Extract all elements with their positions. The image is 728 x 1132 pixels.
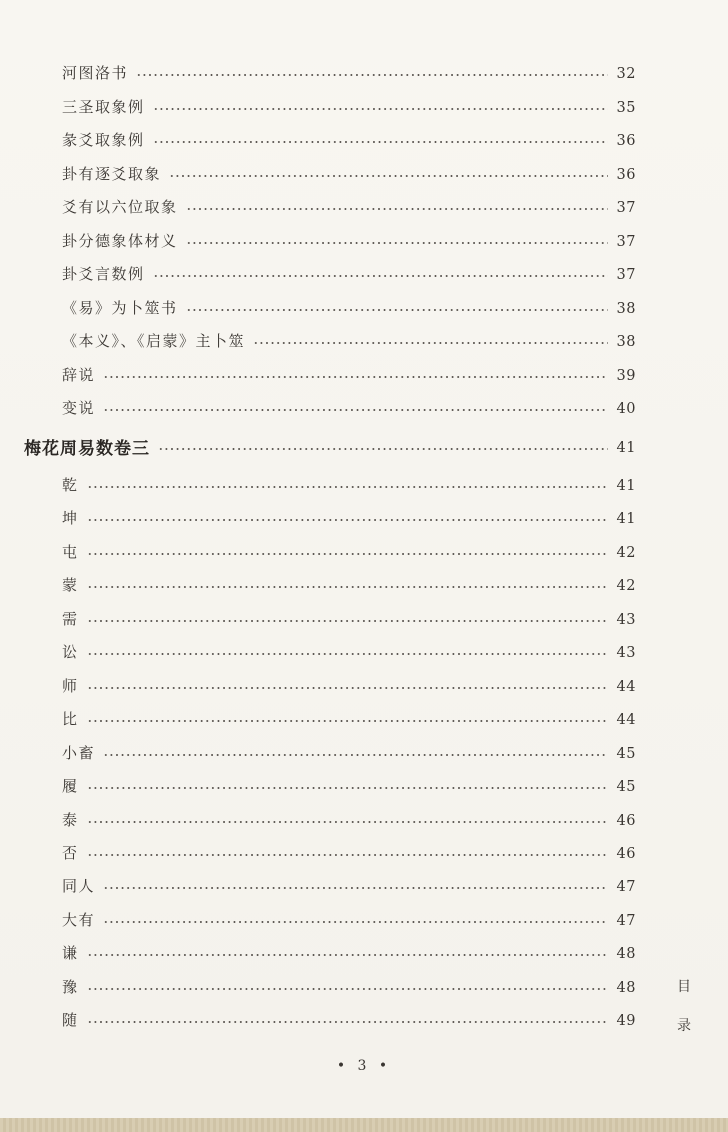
toc-entry[interactable] <box>62 261 636 285</box>
dot-leader <box>87 519 608 521</box>
side-label-lu: 录 <box>677 1018 691 1034</box>
toc-entry[interactable] <box>62 194 636 218</box>
toc-page-number: 38 <box>616 301 636 317</box>
toc-entry[interactable] <box>62 362 636 386</box>
toc-entry[interactable] <box>62 740 636 764</box>
toc-page-number: 47 <box>616 879 636 895</box>
toc-entry[interactable] <box>62 1007 636 1031</box>
dot-leader <box>253 342 608 344</box>
toc-page-number: 38 <box>616 334 636 350</box>
toc-entry-title: 河图洛书 <box>62 63 129 82</box>
toc-page-number: 37 <box>616 200 636 216</box>
toc-page-number: 32 <box>616 66 636 82</box>
toc-entry[interactable] <box>62 395 636 419</box>
toc-entry[interactable] <box>62 807 636 831</box>
toc-entry-title: 爻有以六位取象 <box>62 197 178 216</box>
toc-entry[interactable] <box>62 94 636 118</box>
toc-entry-title: 卦分德象体材义 <box>62 231 178 250</box>
toc-entry-title: 《易》为卜筮书 <box>62 298 178 317</box>
dot-leader <box>153 141 608 143</box>
toc-entry-title: 三圣取象例 <box>62 97 145 116</box>
toc-entry[interactable] <box>62 639 636 663</box>
toc-entry[interactable] <box>62 228 636 252</box>
dot-leader <box>87 821 608 823</box>
toc-entry-title: 履 <box>62 776 79 795</box>
toc-page-number: 35 <box>616 100 636 116</box>
toc-entry-title: 梅花周易数卷三 <box>24 438 150 459</box>
toc-entry[interactable] <box>62 840 636 864</box>
toc-page-number: 36 <box>616 133 636 149</box>
toc-entry[interactable] <box>62 873 636 897</box>
toc-page-number: 48 <box>616 946 636 962</box>
toc-entry-title: 泰 <box>62 810 79 829</box>
page-number: • 3 • <box>336 1058 392 1074</box>
toc-page-number: 45 <box>616 779 636 795</box>
toc-page-number: 45 <box>616 746 636 762</box>
toc-entry[interactable] <box>62 706 636 730</box>
dot-leader <box>158 448 608 450</box>
toc-page-number: 44 <box>616 712 636 728</box>
toc-page-number: 43 <box>616 645 636 661</box>
dot-leader <box>87 1021 608 1023</box>
dot-leader <box>103 754 608 756</box>
dot-leader <box>87 720 608 722</box>
dot-leader <box>87 553 608 555</box>
toc-page-number: 42 <box>616 545 636 561</box>
toc-entry[interactable] <box>62 60 636 84</box>
toc-page-number: 39 <box>616 368 636 384</box>
toc-entry[interactable] <box>62 295 636 319</box>
toc-page-number: 47 <box>616 913 636 929</box>
toc-entry-title: 卦爻言数例 <box>62 264 145 283</box>
dot-leader <box>186 309 608 311</box>
toc-page-number: 44 <box>616 679 636 695</box>
side-label-mu: 目 <box>677 979 691 995</box>
toc-page-number: 37 <box>616 267 636 283</box>
toc-page-number: 43 <box>616 612 636 628</box>
dot-leader <box>153 275 608 277</box>
toc-page-number: 40 <box>616 401 636 417</box>
toc-page-number: 49 <box>616 1013 636 1029</box>
toc-entry-title: 蒙 <box>62 575 79 594</box>
toc-entry[interactable] <box>62 328 636 352</box>
toc-page-number: 41 <box>616 511 636 527</box>
dot-leader <box>136 74 608 76</box>
toc-entry[interactable] <box>62 606 636 630</box>
toc-entry[interactable] <box>62 974 636 998</box>
toc-entry-title: 师 <box>62 676 79 695</box>
toc-entry[interactable] <box>62 940 636 964</box>
toc-entry[interactable] <box>62 505 636 529</box>
dot-leader <box>87 854 608 856</box>
toc-entry-title: 乾 <box>62 475 79 494</box>
dot-leader <box>153 108 608 110</box>
dot-leader <box>103 921 608 923</box>
dot-leader <box>186 242 608 244</box>
toc-entry-title: 辞说 <box>62 365 96 384</box>
toc-entry-title: 小畜 <box>62 743 96 762</box>
toc-entry-title: 同人 <box>62 876 96 895</box>
toc-page-number: 37 <box>616 234 636 250</box>
toc-entry-title: 比 <box>62 709 79 728</box>
toc-entry-title: 《本义》、《启蒙》主卜筮 <box>62 331 246 350</box>
toc-entry[interactable] <box>62 472 636 496</box>
dot-leader <box>103 376 608 378</box>
toc-page-number: 42 <box>616 578 636 594</box>
toc-entry[interactable] <box>62 539 636 563</box>
toc-page-number: 41 <box>616 478 636 494</box>
toc-entry[interactable] <box>62 161 636 185</box>
toc-entry[interactable] <box>62 572 636 596</box>
toc-entry-title: 变说 <box>62 398 96 417</box>
toc-entry-title: 需 <box>62 609 79 628</box>
toc-entry-title: 坤 <box>62 508 79 527</box>
toc-page-number: 46 <box>616 846 636 862</box>
toc-entry[interactable] <box>62 673 636 697</box>
dot-leader <box>103 409 608 411</box>
toc-page-number: 46 <box>616 813 636 829</box>
toc-entry-title: 随 <box>62 1010 79 1029</box>
dot-leader <box>87 988 608 990</box>
dot-leader <box>87 787 608 789</box>
dot-leader <box>87 586 608 588</box>
toc-entry[interactable] <box>62 773 636 797</box>
toc-page-number: 41 <box>616 440 636 456</box>
toc-entry-title: 彖爻取象例 <box>62 130 145 149</box>
toc-entry-title: 卦有逐爻取象 <box>62 164 162 183</box>
toc-entry[interactable] <box>62 127 636 151</box>
toc-chapter-heading[interactable] <box>24 434 636 458</box>
toc-entry-title: 讼 <box>62 642 79 661</box>
dot-leader <box>103 887 608 889</box>
dot-leader <box>87 687 608 689</box>
toc-page-number: 48 <box>616 980 636 996</box>
dot-leader <box>87 954 608 956</box>
toc-entry-title: 屯 <box>62 542 79 561</box>
toc-entry-title: 谦 <box>62 943 79 962</box>
dot-leader <box>87 653 608 655</box>
dot-leader <box>186 208 608 210</box>
dot-leader <box>169 175 608 177</box>
dot-leader <box>87 620 608 622</box>
page-edge <box>0 1118 728 1132</box>
toc-entry[interactable] <box>62 907 636 931</box>
dot-leader <box>87 486 608 488</box>
toc-page-number: 36 <box>616 167 636 183</box>
toc-entry-title: 豫 <box>62 977 79 996</box>
toc-entry-title: 否 <box>62 843 79 862</box>
toc-entry-title: 大有 <box>62 910 96 929</box>
